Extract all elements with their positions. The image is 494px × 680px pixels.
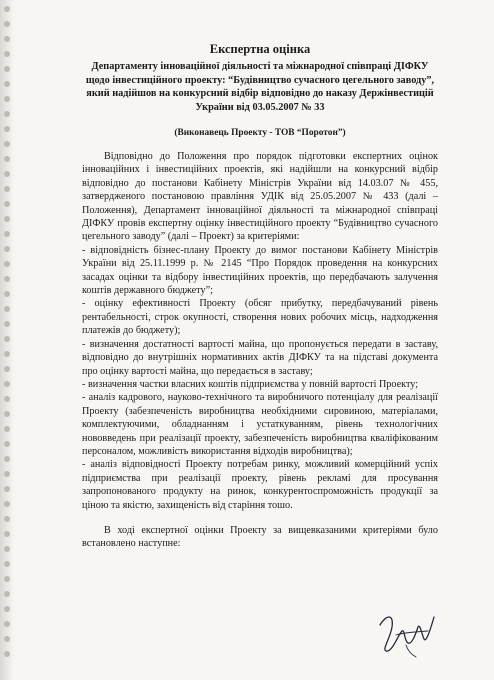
criterion-item: - оцінку ефективності Проекту (обсяг прибутку, передбачуваний рівень рентабельності, строк окупності, створення нових робочих місць, надходження платежів до бюджету); — [82, 298, 438, 337]
criterion-item: - відповідність бізнес-плану Проекту до вимог постанови Кабінету Міністрів України від 25.11.1999 р. № 2145 “Про Порядок проведення на конкурсних засадах оцінки та відбору інвестиційних проектів, що передбачають залучення коштів державного бюджету”; — [82, 244, 438, 297]
handwritten-signature — [372, 605, 442, 661]
page-edge-shadow — [0, 0, 14, 680]
intro-paragraph: Відповідно до Положення про порядок підготовки експертних оцінок інноваційних і інвестиційних проектів, які надійшли на конкурсний відбір відповідно до постанови Кабінету Міністрів України від 14.03.07 № 455, затвердженого постановою правління УДІК від 25.05.2007 № 433 (далі – Положення), Департамент інноваційної діяльності та міжнародної співпраці ДІФКУ провів експертну оцінку інвестиційного проекту “Будівництво сучасного цегельного заводу” (далі – Проект) за критеріями: — [82, 151, 438, 243]
criterion-item: - аналіз відповідності Проекту потребам ринку, можливий комерційний успіх підприємства при реалізації проекту, рівень рекламі для просування запропонованого продукту на ринок, конкурентоспроможність продукції за ціною та якістю, захищеність від старіння тошо. — [82, 459, 438, 511]
project-executor: (Виконавець Проекту - ТОВ “Поротон”) — [174, 128, 346, 138]
document-content — [82, 42, 438, 551]
document-body — [82, 150, 438, 551]
conclusion-paragraph: В ході експертної оцінки Проекту за вищевказаними критеріями було встановлено наступне: — [82, 524, 438, 550]
criterion-item: - визначення частки власних коштів підприємства у повній вартості Проекту; — [82, 378, 419, 390]
criterion-item: - аналіз кадрового, науково-технічного та виробничого потенціалу для реалізації Проекту (забезпеченість виробництва необхідними сировиною, матеріалами, комплектуючими, обладнанням і устаткуванням, рівень технологічних нововведень при реалізації проекту, забезпеченість виробництва кваліфікованим персоналом, можливість використання відходів виробництва); — [82, 392, 438, 457]
criterion-item: - визначення достатності вартості майна, що пропонується передати в заставу, відповідно до внутрішніх нормативних актів ДІФКУ та на підставі документа про оцінку вартості майна, що передається в заставу; — [82, 338, 438, 377]
document-title: Експертна оцінка — [209, 42, 311, 56]
binding-holes — [2, 6, 12, 666]
document-subtitle: Департаменту інноваційної діяльності та міжнародної співпраці ДІФКУ щодо інвестиційного проекту: “Будівництво сучасного цегельного заводу”, який надійшов на конкурсний відбір відповідно до наказу Держінвестицій України від 03.05.2007 № 33 — [85, 61, 435, 113]
